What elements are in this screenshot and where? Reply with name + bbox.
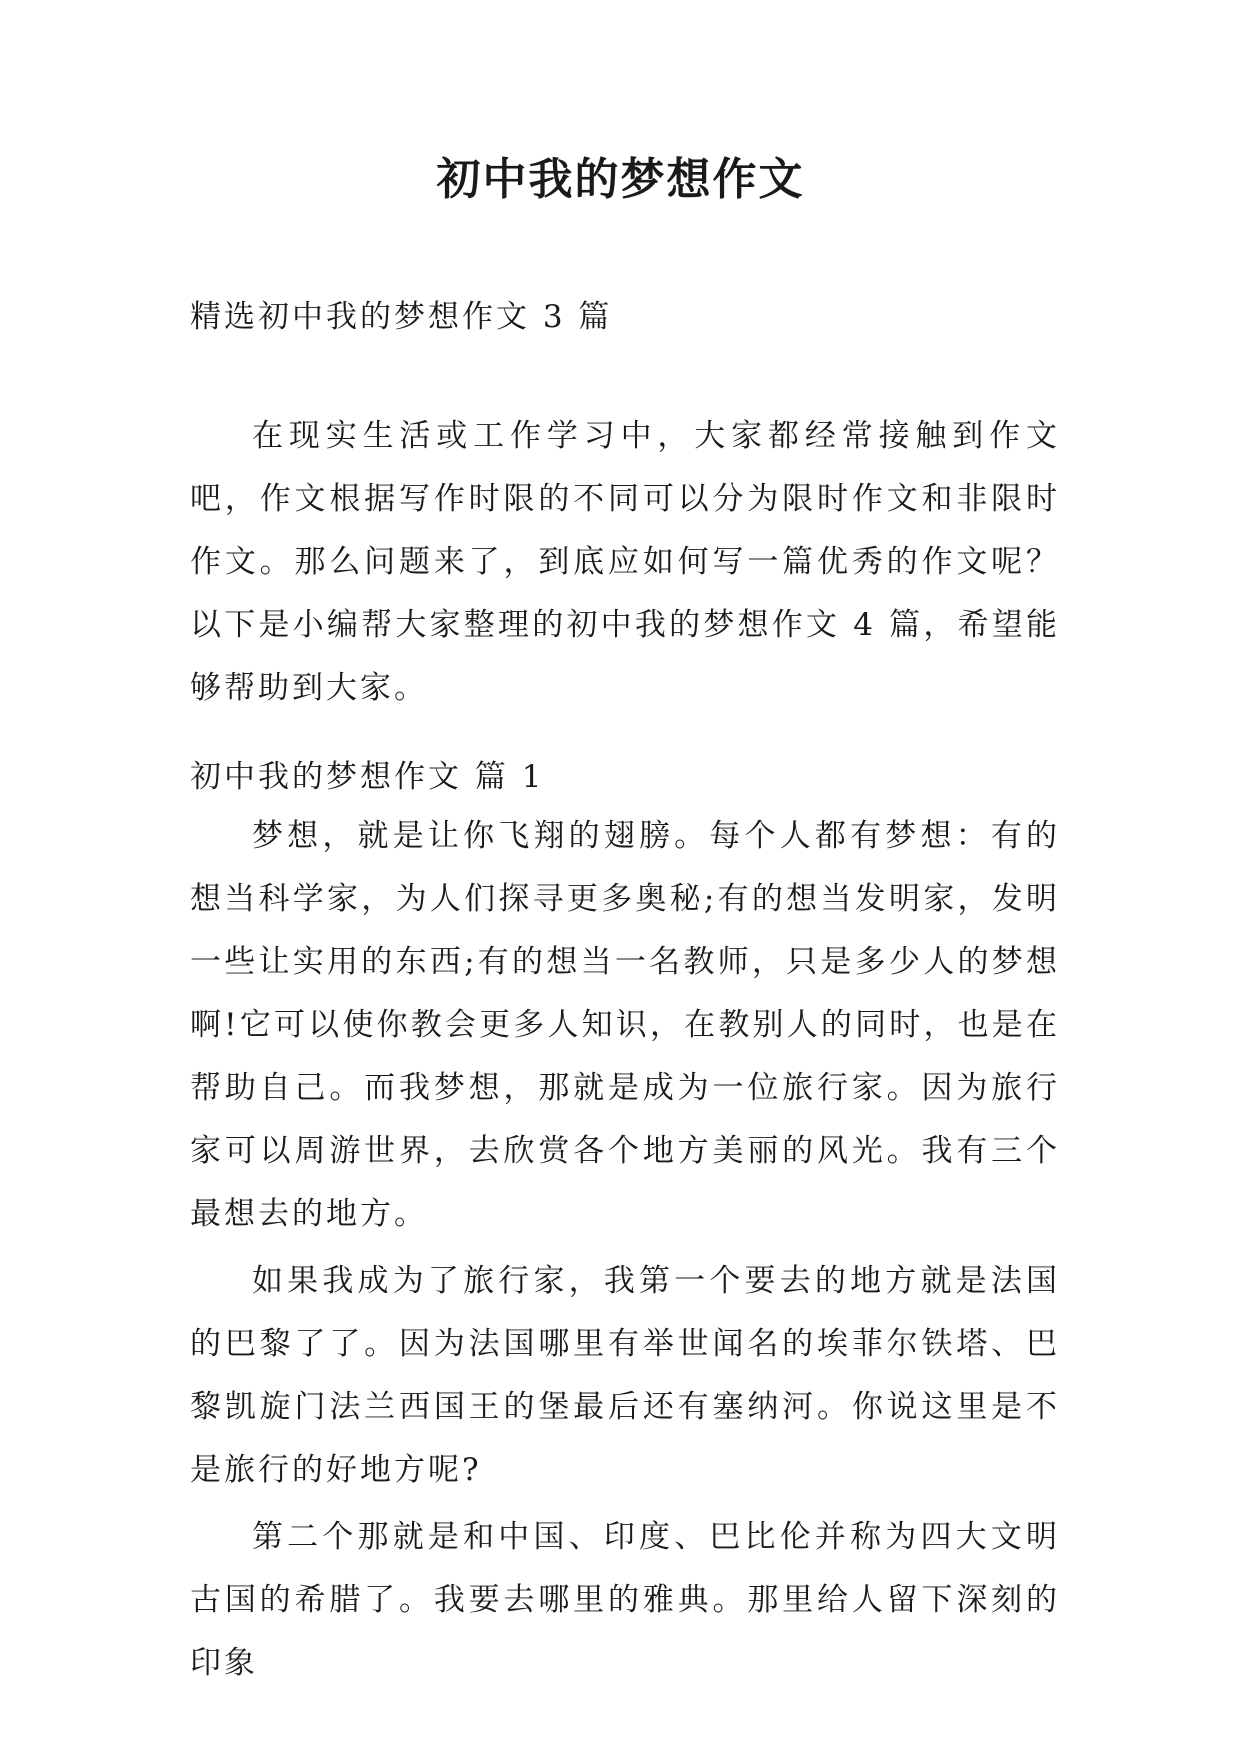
- section-heading: 初中我的梦想作文 篇 1: [190, 759, 545, 795]
- intro-paragraph: 在现实生活或工作学习中，大家都经常接触到作文吧，作文根据写作时限的不同可以分为限时作文和非限时作文。那么问题来了，到底应如何写一篇优秀的作文呢？以下是小编帮大家整理的初中我的梦想作文 4 篇，希望能够帮助到大家。: [190, 418, 1060, 706]
- essay-paragraph: 梦想，就是让你飞翔的翅膀。每个人都有梦想：有的想当科学家，为人们探寻更多奥秘;有的想当发明家，发明一些让实用的东西;有的想当一名教师，只是多少人的梦想啊!它可以使你教会更多人知识，在教别人的同时，也是在帮助自己。而我梦想，那就是成为一位旅行家。因为旅行家可以周游世界，去欣赏各个地方美丽的风光。我有三个最想去的地方。: [190, 818, 1060, 1232]
- document-subtitle: 精选初中我的梦想作文 3 篇: [190, 299, 613, 335]
- essay-body: [190, 805, 1060, 1695]
- essay-paragraph: 如果我成为了旅行家，我第一个要去的地方就是法国的巴黎了了。因为法国哪里有举世闻名的埃菲尔铁塔、巴黎凯旋门法兰西国王的堡最后还有塞纳河。你说这里是不是旅行的好地方呢?: [190, 1263, 1060, 1488]
- document-title: 初中我的梦想作文: [436, 154, 805, 205]
- essay-paragraph: 第二个那就是和中国、印度、巴比伦并称为四大文明古国的希腊了。我要去哪里的雅典。那里给人留下深刻的印象: [190, 1519, 1060, 1681]
